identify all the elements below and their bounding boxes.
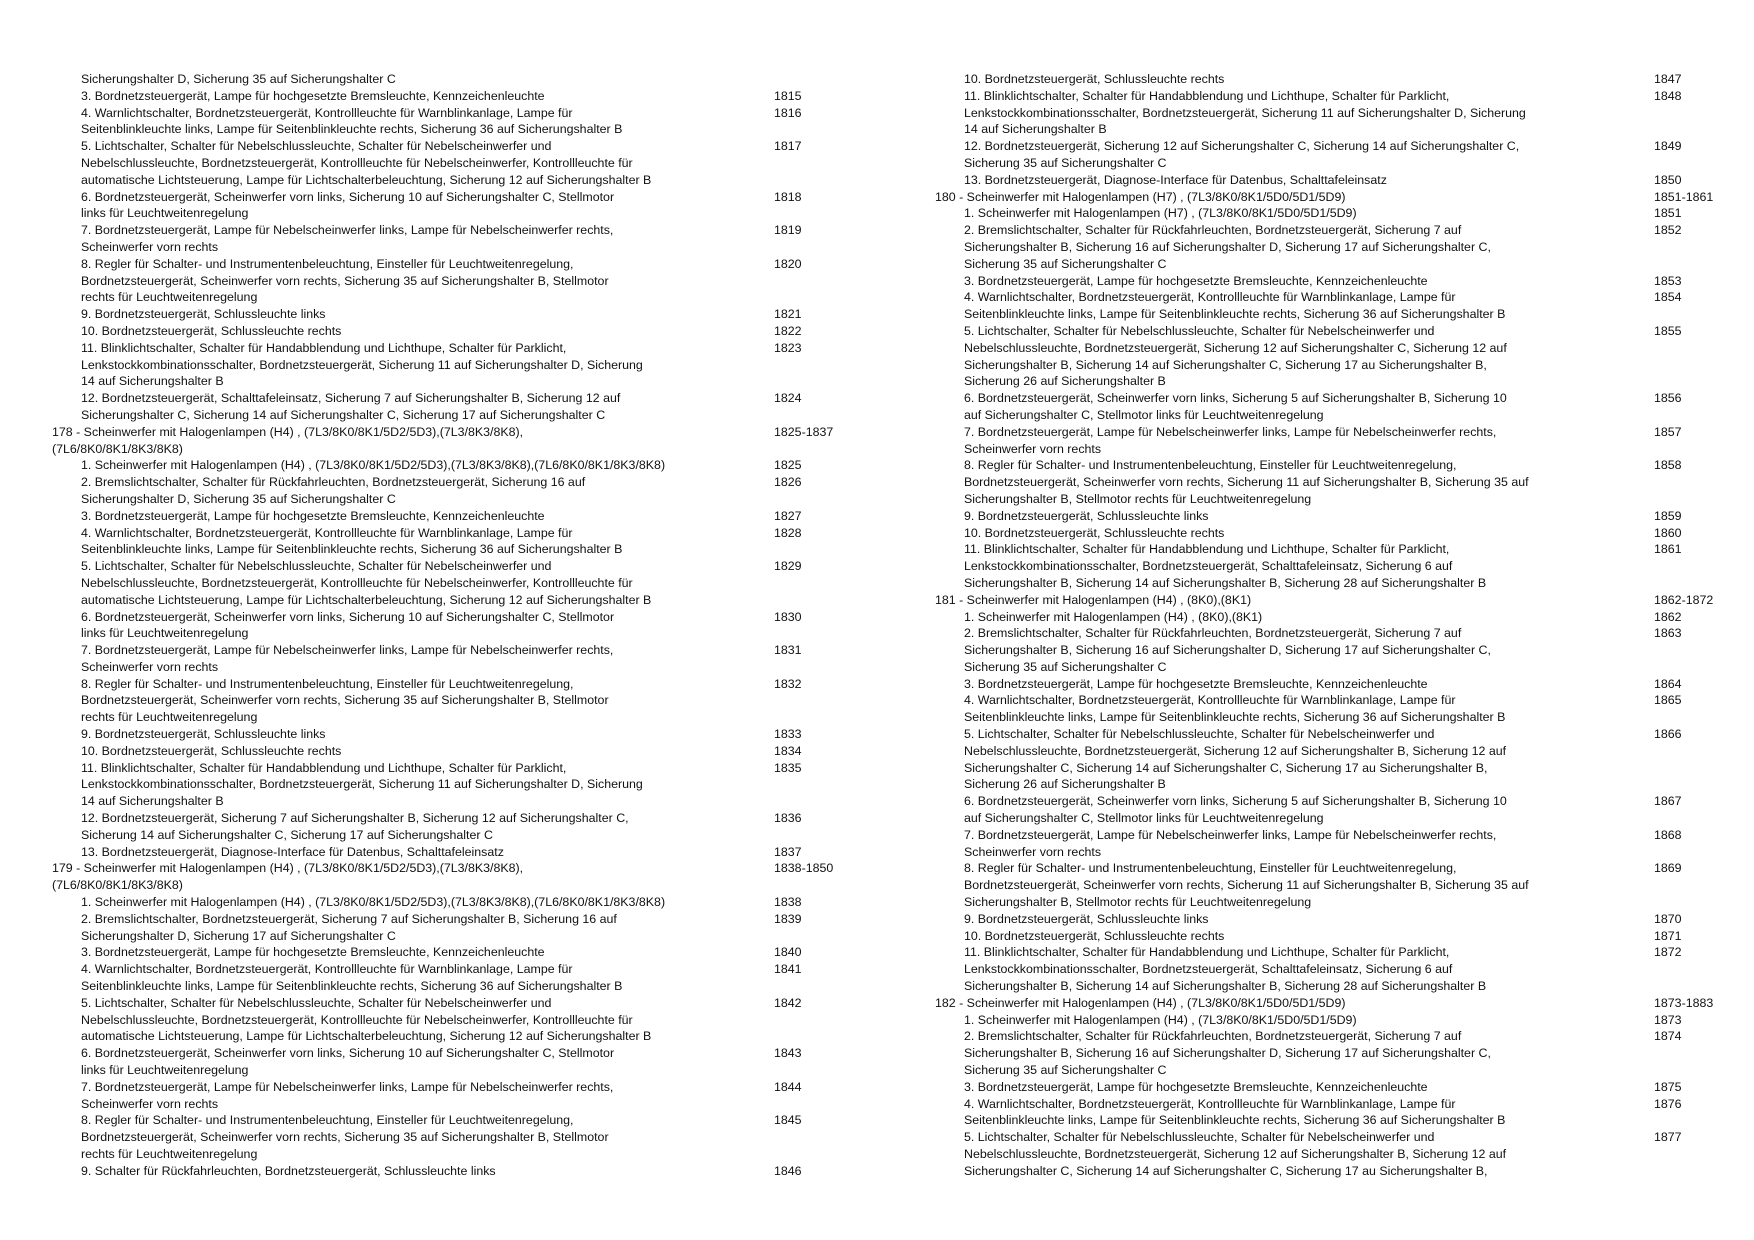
entry-text: 8. Regler für Schalter- und Instrumentenbeleuchtung, Einsteller für Leuchtweitenregelung, Bordnetzsteuergerät, Scheinwerfer vorn rechts, Sicherung 11 auf Sicherungshalter B, Sicherung 35 auf Sicherungshalter B, Stellmotor rechts für Leuchtweitenregelung — [964, 458, 1529, 506]
entry-text: 8. Regler für Schalter- und Instrumentenbeleuchtung, Einsteller für Leuchtweitenregelung, Bordnetzsteuergerät, Scheinwerfer vorn rechts, Sicherung 35 auf Sicherungshalter B, Stellmotor rechts für Leuchtweitenregelung — [81, 256, 609, 305]
toc-entry — [52, 743, 842, 760]
page-number: 1840 — [774, 945, 802, 960]
toc-entry — [935, 726, 1725, 793]
entry-text: 10. Bordnetzsteuergerät, Schlussleuchte rechts — [964, 525, 1225, 540]
entry-text: 12. Bordnetzsteuergerät, Sicherung 12 auf Sicherungshalter C, Sicherung 14 auf Sicherungshalter C, Sicherung 35 auf Sicherungshalter C — [964, 139, 1520, 170]
page-number: 1863 — [1654, 626, 1682, 641]
toc-entry — [52, 1163, 842, 1180]
section-heading — [935, 189, 1725, 206]
page-number: 1835 — [774, 760, 802, 775]
entry-text: 3. Bordnetzsteuergerät, Lampe für hochgesetzte Bremsleuchte, Kennzeichenleuchte — [964, 1079, 1428, 1094]
right-column — [935, 71, 1725, 1180]
section-title: 182 - Scheinwerfer mit Halogenlampen (H4) , (7L3/8K0/8K1/5D0/5D1/5D9) — [935, 995, 1346, 1010]
page-number: 1838-1850 — [774, 861, 834, 876]
toc-entry — [935, 457, 1725, 507]
page-number: 1815 — [774, 88, 802, 103]
toc-entry — [52, 390, 842, 424]
entry-text: 1. Scheinwerfer mit Halogenlampen (H4) , (7L3/8K0/8K1/5D2/5D3),(7L3/8K3/8K8),(7L6/8K0/8K1/8K3/8K8) — [81, 458, 666, 473]
entry-text: 10. Bordnetzsteuergerät, Schlussleuchte rechts — [964, 928, 1225, 943]
page-number: 1847 — [1654, 72, 1682, 86]
toc-entry — [935, 525, 1725, 542]
section-title: 179 - Scheinwerfer mit Halogenlampen (H4) , (7L3/8K0/8K1/5D2/5D3),(7L3/8K3/8K8), (7L6/8K0/8K1/8K3/8K8) — [52, 861, 524, 893]
entry-text: 2. Bremslichtschalter, Schalter für Rückfahrleuchten, Bordnetzsteuergerät, Sicherung 16 auf Sicherungshalter D, Sicherung 35 auf Sicherungshalter C — [81, 475, 586, 506]
page-number: 1821 — [774, 307, 802, 322]
entry-text: 5. Lichtschalter, Schalter für Nebelschlussleuchte, Schalter für Nebelscheinwerfer und Nebelschlussleuchte, Bordnetzsteuergerät, Sicherung 12 auf Sicherungshalter B, Sicherung 12 auf Sicherungshalter C, Sicherung 14 auf Sicherungshalter C, Sicherung 17 au Sicherungshalter B, Sicherung 26 auf Sicherungshalter B — [964, 727, 1507, 792]
toc-entry — [52, 961, 842, 995]
entry-text: 8. Regler für Schalter- und Instrumentenbeleuchtung, Einsteller für Leuchtweitenregelung, Bordnetzsteuergerät, Scheinwerfer vorn rechts, Sicherung 35 auf Sicherungshalter B, Stellmotor rechts für Leuchtweitenregelung — [81, 1113, 609, 1161]
page-number: 1837 — [774, 844, 802, 859]
toc-entry — [52, 944, 842, 961]
toc-entry — [935, 424, 1725, 458]
entry-text: 3. Bordnetzsteuergerät, Lampe für hochgesetzte Bremsleuchte, Kennzeichenleuchte — [81, 945, 545, 960]
toc-entry — [52, 642, 842, 676]
page-number: 1830 — [774, 609, 802, 624]
toc-entry — [935, 289, 1725, 323]
page-number: 1867 — [1654, 794, 1682, 809]
page-number: 1843 — [774, 1046, 802, 1061]
toc-entry — [52, 105, 842, 139]
toc-entry — [935, 71, 1725, 88]
toc-entry — [935, 138, 1725, 172]
toc-entry — [52, 1079, 842, 1113]
page-number: 1854 — [1654, 290, 1682, 305]
page-number: 1853 — [1654, 273, 1682, 288]
toc-entry — [935, 222, 1725, 272]
entry-text: 9. Schalter für Rückfahrleuchten, Bordnetzsteuergerät, Schlussleuchte links — [81, 1163, 496, 1178]
entry-text: 7. Bordnetzsteuergerät, Lampe für Nebelscheinwerfer links, Lampe für Nebelscheinwerfer rechts, Scheinwerfer vorn rechts — [964, 424, 1497, 456]
page-number: 1864 — [1654, 676, 1682, 691]
page-number: 1861 — [1654, 542, 1682, 557]
toc-entry — [935, 541, 1725, 591]
page-number: 1848 — [1654, 88, 1682, 103]
page-number: 1829 — [774, 559, 802, 574]
page-number: 1832 — [774, 676, 802, 691]
page-number: 1825 — [774, 458, 802, 473]
entry-text: 6. Bordnetzsteuergerät, Scheinwerfer vorn links, Sicherung 10 auf Sicherungshalter C, Stellmotor links für Leuchtweitenregelung — [81, 609, 615, 641]
page-number: 1827 — [774, 508, 802, 523]
toc-entry — [935, 1012, 1725, 1029]
toc-entry — [935, 1096, 1725, 1130]
entry-text: 2. Bremslichtschalter, Bordnetzsteuergerät, Sicherung 7 auf Sicherungshalter B, Sicherung 16 auf Sicherungshalter D, Sicherung 17 auf Sicherungshalter C — [81, 911, 617, 943]
entry-text: 3. Bordnetzsteuergerät, Lampe für hochgesetzte Bremsleuchte, Kennzeichenleuchte — [964, 273, 1428, 288]
section-heading — [935, 592, 1725, 609]
toc-entry — [52, 474, 842, 508]
entry-text: 6. Bordnetzsteuergerät, Scheinwerfer vorn links, Sicherung 10 auf Sicherungshalter C, Stellmotor links für Leuchtweitenregelung — [81, 1046, 615, 1078]
entry-text: 9. Bordnetzsteuergerät, Schlussleuchte links — [964, 911, 1209, 926]
toc-entry — [52, 844, 842, 861]
entry-text: 4. Warnlichtschalter, Bordnetzsteuergerät, Kontrollleuchte für Warnblinkanlage, Lampe für Seitenblinkleuchte links, Lampe für Seitenblinkleuchte rechts, Sicherung 36 auf Sicherungshalter B — [964, 693, 1506, 725]
entry-text: 4. Warnlichtschalter, Bordnetzsteuergerät, Kontrollleuchte für Warnblinkanlage, Lampe für Seitenblinkleuchte links, Lampe für Seitenblinkleuchte rechts, Sicherung 36 auf Sicherungshalter B — [81, 525, 623, 557]
entry-text: 5. Lichtschalter, Schalter für Nebelschlussleuchte, Schalter für Nebelscheinwerfer und Nebelschlussleuchte, Bordnetzsteuergerät, Kontrollleuchte für Nebelscheinwerfer, Kontrollleuchte für automatische Lichtsteuerung, Lampe für Lichtschalterbeleuchtung, Sicherung 12 auf Sicherungshalter B — [81, 559, 652, 607]
toc-entry — [52, 525, 842, 559]
toc-entry — [935, 692, 1725, 726]
page-number: 1866 — [1654, 727, 1682, 742]
toc-entry — [52, 256, 842, 306]
page-number: 1836 — [774, 811, 802, 826]
entry-text: 3. Bordnetzsteuergerät, Lampe für hochgesetzte Bremsleuchte, Kennzeichenleuchte — [81, 508, 545, 523]
entry-text: 1. Scheinwerfer mit Halogenlampen (H4) , (7L3/8K0/8K1/5D0/5D1/5D9) — [964, 1012, 1357, 1027]
page-number: 1862 — [1654, 609, 1682, 624]
entry-text: 13. Bordnetzsteuergerät, Diagnose-Interface für Datenbus, Schalttafeleinsatz — [964, 172, 1387, 187]
entry-text: Sicherungshalter D, Sicherung 35 auf Sicherungshalter C — [81, 72, 396, 86]
entry-text: 2. Bremslichtschalter, Schalter für Rückfahrleuchten, Bordnetzsteuergerät, Sicherung 7 auf Sicherungshalter B, Sicherung 16 auf Sicherungshalter D, Sicherung 17 auf Sicherungshalter C, Sicherung 35 auf Sicherungshalter C — [964, 1029, 1491, 1078]
toc-entry — [52, 676, 842, 726]
section-title: 181 - Scheinwerfer mit Halogenlampen (H4) , (8K0),(8K1) — [935, 592, 1252, 607]
toc-entry — [52, 457, 842, 474]
toc-entry — [52, 71, 842, 88]
toc-entry — [52, 222, 842, 256]
toc-entry — [52, 1112, 842, 1162]
toc-entry — [52, 1045, 842, 1079]
toc-entry — [935, 625, 1725, 675]
page-number: 1852 — [1654, 223, 1682, 238]
entry-text: 2. Bremslichtschalter, Schalter für Rückfahrleuchten, Bordnetzsteuergerät, Sicherung 7 auf Sicherungshalter B, Sicherung 16 auf Sicherungshalter D, Sicherung 17 auf Sicherungshalter C, Sicherung 35 auf Sicherungshalter C — [964, 223, 1491, 271]
toc-entry — [935, 1079, 1725, 1096]
page-number: 1823 — [774, 340, 802, 355]
entry-text: 1. Scheinwerfer mit Halogenlampen (H4) , (7L3/8K0/8K1/5D2/5D3),(7L3/8K3/8K8),(7L6/8K0/8K1/8K3/8K8) — [81, 895, 666, 910]
entry-text: 11. Blinklichtschalter, Schalter für Handabblendung und Lichthupe, Schalter für Parklicht, Lenkstockkombinationsschalter, Bordnetzsteuergerät, Schalttafeleinsatz, Sicherung 6 auf Sicherungshalter B, Sicherung 14 auf Sicherungshalter B, Sicherung 28 auf Sicherungshalter B — [964, 542, 1487, 590]
page-number: 1856 — [1654, 391, 1682, 406]
page-number: 1876 — [1654, 1096, 1682, 1111]
section-title: 180 - Scheinwerfer mit Halogenlampen (H7) , (7L3/8K0/8K1/5D0/5D1/5D9) — [935, 189, 1346, 204]
toc-entry — [935, 860, 1725, 910]
entry-text: 5. Lichtschalter, Schalter für Nebelschlussleuchte, Schalter für Nebelscheinwerfer und Nebelschlussleuchte, Bordnetzsteuergerät, Kontrollleuchte für Nebelscheinwerfer, Kontrollleuchte für automatische Lichtsteuerung, Lampe für Lichtschalterbeleuchtung, Sicherung 12 auf Sicherungshalter B — [81, 995, 652, 1044]
toc-entry — [52, 340, 842, 390]
page-number: 1858 — [1654, 458, 1682, 473]
page-number: 1870 — [1654, 911, 1682, 926]
page-number: 1828 — [774, 525, 802, 540]
entry-text: 1. Scheinwerfer mit Halogenlampen (H7) , (7L3/8K0/8K1/5D0/5D1/5D9) — [964, 206, 1357, 221]
toc-entry — [52, 810, 842, 844]
toc-entry — [52, 306, 842, 323]
entry-text: 10. Bordnetzsteuergerät, Schlussleuchte rechts — [964, 72, 1225, 86]
page-number: 1819 — [774, 223, 802, 238]
toc-entry — [52, 508, 842, 525]
page-number: 1846 — [774, 1163, 802, 1178]
page-number: 1874 — [1654, 1029, 1682, 1044]
entry-text: 2. Bremslichtschalter, Schalter für Rückfahrleuchten, Bordnetzsteuergerät, Sicherung 7 auf Sicherungshalter B, Sicherung 16 auf Sicherungshalter D, Sicherung 17 auf Sicherungshalter C, Sicherung 35 auf Sicherungshalter C — [964, 626, 1491, 674]
page-number: 1826 — [774, 475, 802, 490]
entry-text: 3. Bordnetzsteuergerät, Lampe für hochgesetzte Bremsleuchte, Kennzeichenleuchte — [81, 88, 545, 103]
page-number: 1877 — [1654, 1130, 1682, 1145]
entry-text: 5. Lichtschalter, Schalter für Nebelschlussleuchte, Schalter für Nebelscheinwerfer und Nebelschlussleuchte, Bordnetzsteuergerät, Sicherung 12 auf Sicherungshalter C, Sicherung 12 auf Sicherungshalter B, Sicherung 14 auf Sicherungshalter C, Sicherung 17 au Sicherungshalter B, Sicherung 26 auf Sicherungshalter B — [964, 323, 1507, 389]
entry-text: 4. Warnlichtschalter, Bordnetzsteuergerät, Kontrollleuchte für Warnblinkanlage, Lampe für Seitenblinkleuchte links, Lampe für Seitenblinkleuchte rechts, Sicherung 36 auf Sicherungshalter B — [81, 962, 623, 994]
page-number: 1851-1861 — [1654, 189, 1714, 204]
entry-text: 8. Regler für Schalter- und Instrumentenbeleuchtung, Einsteller für Leuchtweitenregelung, Bordnetzsteuergerät, Scheinwerfer vorn rechts, Sicherung 11 auf Sicherungshalter B, Sicherung 35 auf Sicherungshalter B, Stellmotor rechts für Leuchtweitenregelung — [964, 861, 1529, 910]
toc-entry — [52, 323, 842, 340]
entry-text: 6. Bordnetzsteuergerät, Scheinwerfer vorn links, Sicherung 5 auf Sicherungshalter B, Sicherung 10 auf Sicherungshalter C, Stellmotor links für Leuchtweitenregelung — [964, 391, 1507, 422]
toc-entry — [935, 928, 1725, 945]
toc-entry — [935, 911, 1725, 928]
toc-entry — [935, 827, 1725, 861]
toc-entry — [52, 88, 842, 105]
toc-entry — [52, 138, 842, 188]
page-number: 1820 — [774, 256, 802, 271]
page-number: 1822 — [774, 323, 802, 338]
toc-entry — [935, 172, 1725, 189]
toc-entry — [52, 894, 842, 911]
entry-text: 4. Warnlichtschalter, Bordnetzsteuergerät, Kontrollleuchte für Warnblinkanlage, Lampe für Seitenblinkleuchte links, Lampe für Seitenblinkleuchte rechts, Sicherung 36 auf Sicherungshalter B — [964, 1096, 1506, 1128]
page-number: 1857 — [1654, 424, 1682, 439]
entry-text: 6. Bordnetzsteuergerät, Scheinwerfer vorn links, Sicherung 10 auf Sicherungshalter C, Stellmotor links für Leuchtweitenregelung — [81, 189, 615, 221]
toc-entry — [52, 189, 842, 223]
page-number: 1869 — [1654, 861, 1682, 876]
page-number: 1825-1837 — [774, 424, 834, 439]
entry-text: 7. Bordnetzsteuergerät, Lampe für Nebelscheinwerfer links, Lampe für Nebelscheinwerfer rechts, Scheinwerfer vorn rechts — [81, 643, 614, 674]
entry-text: 5. Lichtschalter, Schalter für Nebelschlussleuchte, Schalter für Nebelscheinwerfer und Nebelschlussleuchte, Bordnetzsteuergerät, Sicherung 12 auf Sicherungshalter B, Sicherung 12 auf Sicherungshalter C, Sicherung 14 auf Sicherungshalter C, Sicherung 17 au Sicherungshalter B, — [964, 1130, 1507, 1178]
entry-text: 10. Bordnetzsteuergerät, Schlussleuchte rechts — [81, 323, 342, 338]
toc-entry — [935, 609, 1725, 626]
page-number: 1824 — [774, 391, 802, 406]
entry-text: 1. Scheinwerfer mit Halogenlampen (H4) , (8K0),(8K1) — [964, 609, 1263, 624]
page-number: 1873-1883 — [1654, 995, 1714, 1010]
entry-text: 6. Bordnetzsteuergerät, Scheinwerfer vorn links, Sicherung 5 auf Sicherungshalter B, Sicherung 10 auf Sicherungshalter C, Stellmotor links für Leuchtweitenregelung — [964, 794, 1507, 826]
entry-text: 11. Blinklichtschalter, Schalter für Handabblendung und Lichthupe, Schalter für Parklicht, Lenkstockkombinationsschalter, Bordnetzsteuergerät, Sicherung 11 auf Sicherungshalter D, Sicherung 14 auf Sicherungshalter B — [964, 88, 1526, 137]
toc-entry — [935, 205, 1725, 222]
toc-entry — [935, 508, 1725, 525]
page-number: 1851 — [1654, 206, 1682, 221]
entry-text: 9. Bordnetzsteuergerät, Schlussleuchte links — [81, 307, 326, 322]
section-heading — [52, 424, 842, 458]
page-number: 1862-1872 — [1654, 592, 1714, 607]
page-number: 1855 — [1654, 323, 1682, 338]
page-number: 1850 — [1654, 172, 1682, 187]
section-heading — [935, 995, 1725, 1012]
page-number: 1845 — [774, 1113, 802, 1128]
page-number: 1842 — [774, 995, 802, 1010]
section-heading — [52, 860, 842, 894]
toc-entry — [935, 1028, 1725, 1078]
toc-entry — [935, 676, 1725, 693]
toc-entry — [935, 323, 1725, 390]
page-number: 1865 — [1654, 693, 1682, 708]
page-number: 1839 — [774, 911, 802, 926]
toc-entry — [52, 558, 842, 608]
page-number: 1834 — [774, 743, 802, 758]
page-number: 1818 — [774, 189, 802, 204]
entry-text: 4. Warnlichtschalter, Bordnetzsteuergerät, Kontrollleuchte für Warnblinkanlage, Lampe für Seitenblinkleuchte links, Lampe für Seitenblinkleuchte rechts, Sicherung 36 auf Sicherungshalter B — [964, 290, 1506, 322]
page-number: 1844 — [774, 1079, 802, 1094]
toc-entry — [52, 911, 842, 945]
entry-text: 4. Warnlichtschalter, Bordnetzsteuergerät, Kontrollleuchte für Warnblinkanlage, Lampe für Seitenblinkleuchte links, Lampe für Seitenblinkleuchte rechts, Sicherung 36 auf Sicherungshalter B — [81, 105, 623, 137]
page-number: 1860 — [1654, 525, 1682, 540]
page-number: 1873 — [1654, 1012, 1682, 1027]
page-number: 1849 — [1654, 139, 1682, 154]
section-title: 178 - Scheinwerfer mit Halogenlampen (H4) , (7L3/8K0/8K1/5D2/5D3),(7L3/8K3/8K8), (7L6/8K0/8K1/8K3/8K8) — [52, 424, 524, 456]
page-number: 1817 — [774, 139, 802, 154]
entry-text: 7. Bordnetzsteuergerät, Lampe für Nebelscheinwerfer links, Lampe für Nebelscheinwerfer rechts, Scheinwerfer vorn rechts — [81, 223, 614, 254]
toc-entry — [52, 726, 842, 743]
entry-text: 11. Blinklichtschalter, Schalter für Handabblendung und Lichthupe, Schalter für Parklicht, Lenkstockkombinationsschalter, Bordnetzsteuergerät, Sicherung 11 auf Sicherungshalter D, Sicherung 14 auf Sicherungshalter B — [81, 340, 643, 389]
toc-entry — [935, 1129, 1725, 1179]
entry-text: 3. Bordnetzsteuergerät, Lampe für hochgesetzte Bremsleuchte, Kennzeichenleuchte — [964, 676, 1428, 691]
left-column — [52, 71, 842, 1180]
toc-entry — [935, 793, 1725, 827]
entry-text: 13. Bordnetzsteuergerät, Diagnose-Interface für Datenbus, Schalttafeleinsatz — [81, 844, 504, 859]
page-number: 1838 — [774, 895, 802, 910]
entry-text: 9. Bordnetzsteuergerät, Schlussleuchte links — [964, 508, 1209, 523]
entry-text: 5. Lichtschalter, Schalter für Nebelschlussleuchte, Schalter für Nebelscheinwerfer und Nebelschlussleuchte, Bordnetzsteuergerät, Kontrollleuchte für Nebelscheinwerfer, Kontrollleuchte für automatische Lichtsteuerung, Lampe für Lichtschalterbeleuchtung, Sicherung 12 auf Sicherungshalter B — [81, 139, 652, 187]
toc-entry — [52, 995, 842, 1045]
entry-text: 11. Blinklichtschalter, Schalter für Handabblendung und Lichthupe, Schalter für Parklicht, Lenkstockkombinationsschalter, Bordnetzsteuergerät, Schalttafeleinsatz, Sicherung 6 auf Sicherungshalter B, Sicherung 14 auf Sicherungshalter B, Sicherung 28 auf Sicherungshalter B — [964, 945, 1487, 994]
entry-text: 7. Bordnetzsteuergerät, Lampe für Nebelscheinwerfer links, Lampe für Nebelscheinwerfer rechts, Scheinwerfer vorn rechts — [964, 827, 1497, 859]
entry-text: 8. Regler für Schalter- und Instrumentenbeleuchtung, Einsteller für Leuchtweitenregelung, Bordnetzsteuergerät, Scheinwerfer vorn rechts, Sicherung 35 auf Sicherungshalter B, Stellmotor rechts für Leuchtweitenregelung — [81, 676, 609, 725]
page-number: 1859 — [1654, 508, 1682, 523]
toc-entry — [935, 88, 1725, 138]
page-number: 1841 — [774, 962, 802, 977]
page-number: 1833 — [774, 727, 802, 742]
page-number: 1868 — [1654, 827, 1682, 842]
page-number: 1875 — [1654, 1079, 1682, 1094]
toc-entry — [52, 609, 842, 643]
page-number: 1816 — [774, 105, 802, 120]
entry-text: 9. Bordnetzsteuergerät, Schlussleuchte links — [81, 727, 326, 742]
toc-entry — [935, 273, 1725, 290]
page-number: 1831 — [774, 643, 802, 658]
entry-text: 12. Bordnetzsteuergerät, Sicherung 7 auf Sicherungshalter B, Sicherung 12 auf Sicherungshalter C, Sicherung 14 auf Sicherungshalter C, Sicherung 17 auf Sicherungshalter C — [81, 811, 629, 842]
toc-entry — [52, 760, 842, 810]
page-number: 1871 — [1654, 928, 1682, 943]
entry-text: 7. Bordnetzsteuergerät, Lampe für Nebelscheinwerfer links, Lampe für Nebelscheinwerfer rechts, Scheinwerfer vorn rechts — [81, 1079, 614, 1111]
toc-entry — [935, 390, 1725, 424]
entry-text: 11. Blinklichtschalter, Schalter für Handabblendung und Lichthupe, Schalter für Parklicht, Lenkstockkombinationsschalter, Bordnetzsteuergerät, Sicherung 11 auf Sicherungshalter D, Sicherung 14 auf Sicherungshalter B — [81, 760, 643, 809]
page-number: 1872 — [1654, 945, 1682, 960]
entry-text: 10. Bordnetzsteuergerät, Schlussleuchte rechts — [81, 743, 342, 758]
entry-text: 12. Bordnetzsteuergerät, Schalttafeleinsatz, Sicherung 7 auf Sicherungshalter B, Sicherung 12 auf Sicherungshalter C, Sicherung 14 auf Sicherungshalter C, Sicherung 17 auf Sicherungshalter C — [81, 391, 621, 422]
toc-entry — [935, 944, 1725, 994]
